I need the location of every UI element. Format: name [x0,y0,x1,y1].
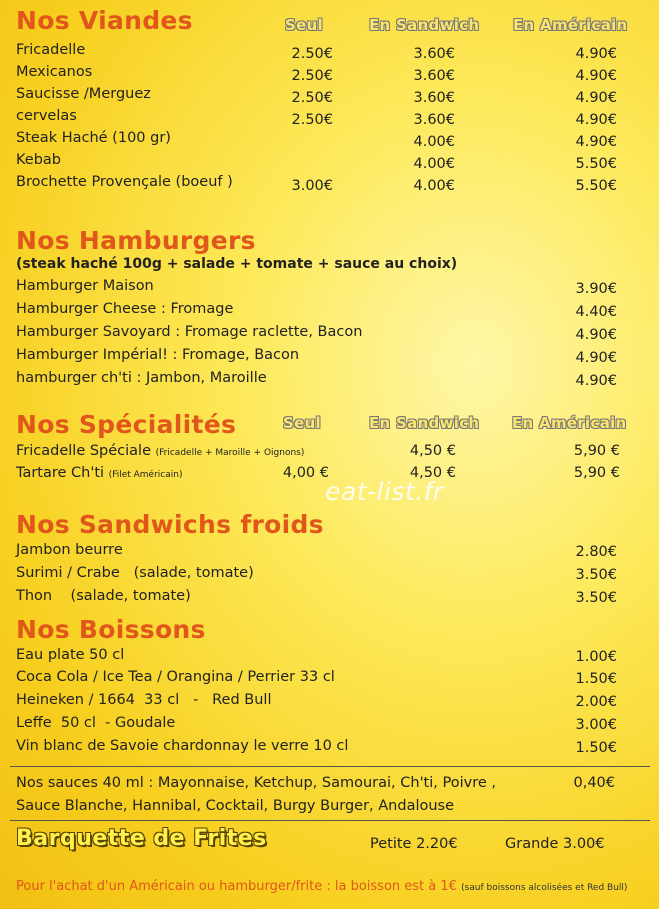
section-title-viandes: Nos Viandes [16,6,193,35]
menu-item-name: Coca Cola / Ice Tea / Orangina / Perrier 33 cl [16,669,335,685]
menu-item-label: Tartare Ch'ti [16,465,105,481]
menu-item-name: Hamburger Cheese : Fromage [16,301,234,317]
menu-item-price: 2.00€ [575,694,617,710]
menu-item-note: (Fricadelle + Maroille + Oignons) [155,448,305,458]
section-title-boissons: Nos Boissons [16,615,206,644]
price-sandwich: 4.00€ [413,134,455,150]
menu-item-note: (Filet Américain) [108,470,183,480]
price-sandwich: 4.00€ [413,178,455,194]
footer-text: Pour l'achat d'un Américain ou hamburger/frite : la boisson est à 1€ [16,879,457,894]
price-sandwich: 3.60€ [413,112,455,128]
price-americain: 5,90 € [573,443,620,459]
price-americain: 4.90€ [575,90,617,106]
menu-item-price: 3.90€ [575,281,617,297]
price-americain: 4.90€ [575,112,617,128]
menu-item-price: 1.00€ [575,649,617,665]
price-seul: 3.00€ [291,178,333,194]
menu-item-name: Jambon beurre [16,542,123,558]
menu-item-name: Surimi / Crabe (salade, tomate) [16,565,254,581]
price-americain: 5.50€ [575,156,617,172]
menu-item-price: 4.90€ [575,373,617,389]
price-sandwich: 3.60€ [413,90,455,106]
menu-item-name: Mexicanos [16,64,93,80]
section-title-sandwichs: Nos Sandwichs froids [16,510,324,539]
col-sandwich: En Sandwich [369,16,480,34]
menu-item-price: 1.50€ [575,740,617,756]
frites-petite: Petite 2.20€ [370,836,458,852]
sauces-price: 0,40€ [573,775,615,791]
sauces-line1: Nos sauces 40 ml : Mayonnaise, Ketchup, Samourai, Ch'ti, Poivre , [16,775,496,791]
menu-item-price: 4.90€ [575,327,617,343]
separator-top [10,766,650,767]
section-title-specialites: Nos Spécialités [16,410,237,439]
price-sandwich: 3.60€ [413,68,455,84]
menu-item-name: Fricadelle [16,42,86,58]
menu-item-name: Kebab [16,152,62,168]
frites-title: Barquette de Frites [16,826,267,851]
menu-item-name [16,443,304,459]
price-americain: 4.90€ [575,68,617,84]
price-seul: 2.50€ [291,46,333,62]
price-sandwich: 3.60€ [413,46,455,62]
menu-item-name: hamburger ch'ti : Jambon, Maroille [16,370,267,386]
price-seul: 2.50€ [291,112,333,128]
menu-item-name: Saucisse /Merguez [16,86,151,102]
frites-grande: Grande 3.00€ [505,836,605,852]
menu-item-name: Brochette Provençale (boeuf ) [16,174,233,190]
menu-item-name: Thon (salade, tomate) [16,588,191,604]
price-americain: 5,90 € [573,465,620,481]
menu-item-name: Hamburger Maison [16,278,154,294]
menu-item-price: 3.00€ [575,717,617,733]
section-title-hamburgers: Nos Hamburgers [16,226,256,255]
menu-item-name: Heineken / 1664 33 cl - Red Bull [16,692,272,708]
col-seul: Seul [285,16,323,34]
price-seul: 2.50€ [291,68,333,84]
watermark: eat-list.fr [325,477,444,506]
hamburgers-subtitle: (steak haché 100g + salade + tomate + sauce au choix) [16,256,458,272]
price-seul: 4,00 € [282,465,329,481]
price-sandwich: 4.00€ [413,156,455,172]
footer-offer [16,879,627,894]
price-sandwich: 4,50 € [409,465,456,481]
price-sandwich: 4,50 € [409,443,456,459]
col-seul-spec: Seul [283,414,321,432]
col-americain: En Américain [513,16,628,34]
menu-item-name: Eau plate 50 cl [16,647,125,663]
menu-item-price: 2.80€ [575,544,617,560]
menu-item-name: cervelas [16,108,77,124]
menu-item-price: 3.50€ [575,567,617,583]
menu-item-name: Leffe 50 cl - Goudale [16,715,176,731]
menu-item-name [16,465,182,481]
menu-item-price: 4.90€ [575,350,617,366]
price-americain: 4.90€ [575,134,617,150]
menu-item-label: Fricadelle Spéciale [16,443,152,459]
col-americain-spec: En Américain [512,414,627,432]
separator-bottom [10,820,650,821]
menu-item-name: Vin blanc de Savoie chardonnay le verre 10 cl [16,738,349,754]
price-americain: 4.90€ [575,46,617,62]
menu-item-price: 1.50€ [575,671,617,687]
sauces-line2: Sauce Blanche, Hannibal, Cocktail, Burgy Burger, Andalouse [16,798,455,814]
col-sandwich-spec: En Sandwich [369,414,480,432]
menu-item-name: Steak Haché (100 gr) [16,130,171,146]
menu-item-name: Hamburger Impérial! : Fromage, Bacon [16,347,300,363]
footer-note: (sauf boissons alcolisées et Red Bull) [461,883,628,893]
menu-item-price: 4.40€ [575,304,617,320]
menu-item-name: Hamburger Savoyard : Fromage raclette, Bacon [16,324,363,340]
price-seul: 2.50€ [291,90,333,106]
menu-item-price: 3.50€ [575,590,617,606]
price-americain: 5.50€ [575,178,617,194]
